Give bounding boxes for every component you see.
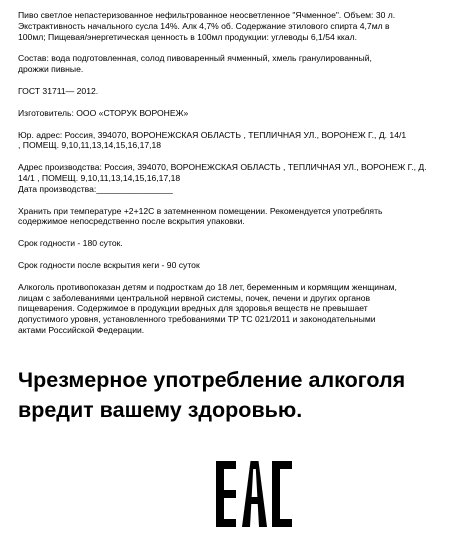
shelf-life: Срок годности - 180 суток. [18, 238, 123, 249]
composition: Состав: вода подготовленная, солод пивоваренный ячменный, хмель гранулированный, дрожжи пивные. [18, 53, 372, 75]
production-address: Адрес производства: Россия, 394070, ВОРОНЕЖСКАЯ ОБЛАСТЬ , ТЕПЛИЧНАЯ УЛ., ВОРОНЕЖ Г., Д. 14/1 , ПОМЕЩ. 9,10,11,13,14,15,16,17,18 [18, 162, 427, 183]
legal-address: Юр. адрес: Россия, 394070, ВОРОНЕЖСКАЯ ОБЛАСТЬ , ТЕПЛИЧНАЯ УЛ., ВОРОНЕЖ Г., Д. 14/1 , ПОМЕЩ. 9,10,11,13,14,15,16,17,18 [18, 129, 407, 151]
manufacturer: Изготовитель: ООО «СТОРУК ВОРОНЕЖ» [18, 107, 189, 118]
label-text-block [18, 10, 443, 347]
product-description: Пиво светлое непастеризованное нефильтрованное неосветленное "Ячменное". Объем: 30 л. Экстрактивность начального сусла 14%. Алк 4,7% об. Содержание этилового спирта 4,7мл в 100мл; Пищевая/энергетическая ценность в 100мл продукции: углеводы 6,1/54 ккал. [18, 10, 396, 42]
health-warning: Чрезмерное употребление алкоголя вредит вашему здоровью. [18, 368, 406, 422]
gost-standard: ГОСТ 31711— 2012. [18, 85, 99, 96]
storage-conditions: Хранить при температуре +2+12С в затемненном помещении. Рекомендуется употреблять содержимое непосредственно после вскрытия упаковки. [18, 205, 383, 227]
production-date: Дата производства:________________ [18, 183, 173, 194]
contraindications: Алкоголь противопоказан детям и подросткам до 18 лет, беременным и кормящим женщинам, лицам с заболеваниями центральной нервной системы, почек, печени и других органов пищеварения. Содержимое в продукции вредных для здоровья веществ не превышает допустимого уровня, установленного требованиями ТР ТС 021/2011 и законодательными актами Российской Федерации. [18, 281, 397, 335]
shelf-life-opened: Срок годности после вскрытия кеги - 90 суток [18, 259, 200, 270]
eac-mark-icon [216, 461, 292, 527]
